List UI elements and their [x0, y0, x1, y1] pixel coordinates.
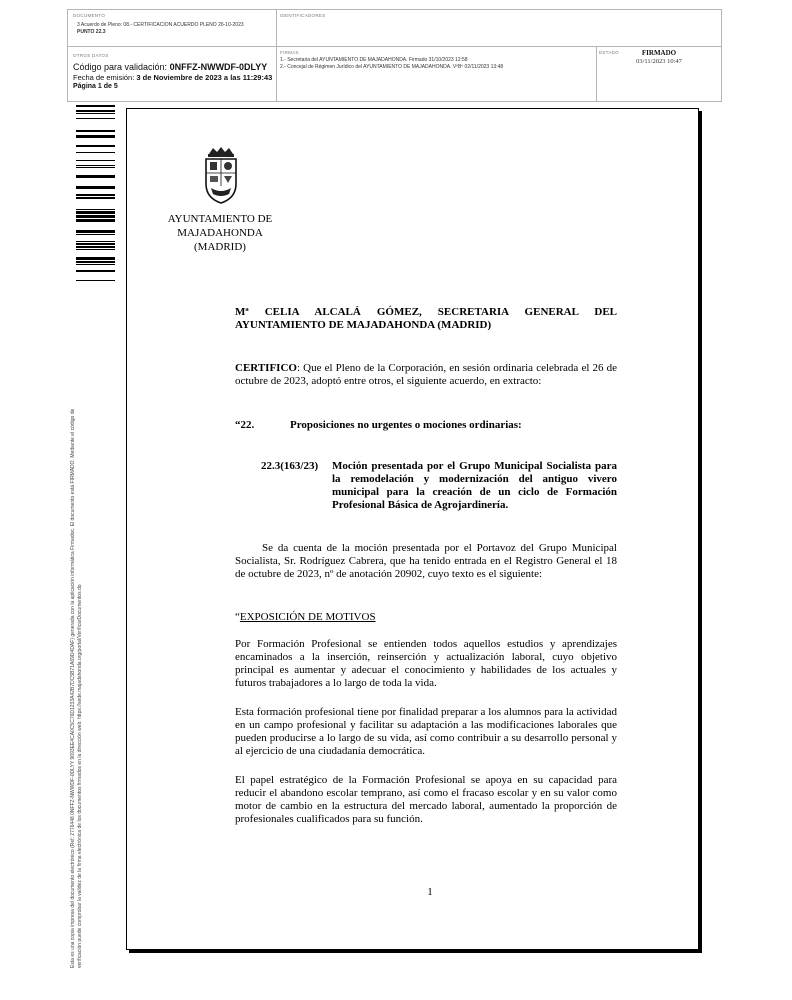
issue-date-label: Fecha de emisión: — [73, 73, 135, 82]
firmas-caption: FIRMAS — [280, 50, 299, 55]
paragraph-2: Esta formación profesional tiene por finalidad preparar a los alumnos para la actividad en un campo profesional y facilitar su adaptación a las modificaciones laborales que pueden producirse a lo largo de su vida, así como contribuir a su desarrollo personal y al ejercicio de una ciudadanía democrática. — [235, 706, 617, 757]
issue-date — [73, 73, 272, 82]
barcode-bar — [76, 105, 115, 107]
barcode-bar — [76, 215, 115, 218]
letterhead-line3: (MADRID) — [194, 241, 246, 253]
validation-code-label: Código para validación: — [73, 62, 168, 72]
barcode-bar — [76, 230, 115, 233]
documento-line2: PUNTO 22.3 — [77, 29, 106, 35]
certifico-text: : Que el Pleno de la Corporación, en sesión ordinaria celebrada el 26 de octubre de 2023, adoptó entre otros, el siguiente acuerdo, en extracto: — [235, 362, 617, 387]
side-note-line1: Esta es una copia impresa del documento electrónico (Ref: 2776448 0NFFZ-NWWDF-0DLYY 9693EE4CA0C5C76D1233A42B7DC5B71A69D4DAF) generada con la aplicación informática Firmadoc. El documento está FIRMADO. Mediante el código de — [70, 408, 76, 968]
intro-paragraph: Se da cuenta de la moción presentada por el Portavoz del Grupo Municipal Socialista, Sr. Rodríguez Cabrera, que ha tenido entrada en el Registro General el 18 de octubre de 2023, nº de anotación 20902, cuyo texto es el siguiente: — [235, 542, 617, 580]
expo-title: EXPOSICIÓN DE MOTIVOS — [239, 611, 376, 623]
letterhead-line2: MAJADAHONDA — [177, 227, 263, 239]
otros-datos-caption: OTROS DATOS — [73, 53, 109, 58]
signer-heading: Mª CELIA ALCALÁ GÓMEZ, SECRETARIA GENERAL DEL AYUNTAMIENTO DE MAJADAHONDA (MADRID) — [235, 306, 617, 331]
barcode-bar — [76, 160, 115, 161]
header-divider — [68, 46, 721, 47]
side-note-line2: verificación puede comprobar la validez de la firma electrónica de los documentos firmados en la dirección web: https://sede.majadahonda.org/portal/VerificarDocumentos.do — [77, 584, 83, 968]
barcode-bar — [76, 118, 115, 119]
paragraph-3: El papel estratégico de la Formación Profesional se apoya en su capacidad para reducir el abandono escolar temprano, así como el fracaso escolar y en su valor como motor de cambio en la estructura del mercado laboral, aumentado la proporción de profesionales cualificados para su función. — [235, 774, 617, 825]
item-22-number: “22. — [235, 419, 255, 431]
barcode-bar — [76, 145, 115, 147]
firma-1: 1.- Secretaria del AYUNTAMIENTO DE MAJADAHONDA. Firmado 31/10/2023 12:58 — [280, 57, 468, 63]
validation-code-value: 0NFFZ-NWWDF-0DLYY — [169, 62, 268, 72]
documento-line1: 3 Acuerdo de Pleno: 08.- CERTIFICACION ACUERDO PLENO 26-10-2023 — [77, 22, 244, 28]
barcode-bar — [76, 211, 115, 214]
barcode-bar — [76, 219, 115, 222]
estado-value: FIRMADO — [641, 49, 677, 57]
barcode-bar — [76, 175, 115, 178]
page-count: Página 1 de 5 — [73, 83, 118, 90]
item-22-3-number: 22.3(163/23) — [261, 460, 319, 472]
barcode-bar — [76, 113, 115, 114]
validation-code — [73, 62, 267, 72]
barcode-bar — [76, 243, 115, 245]
letterhead-line1: AYUNTAMIENTO DE — [167, 213, 273, 225]
barcode-bar — [76, 249, 115, 250]
verification-side-note — [70, 298, 84, 968]
barcode-bar — [76, 209, 115, 210]
municipality-letterhead — [160, 212, 280, 254]
barcode-bar — [76, 241, 115, 242]
barcode-bar — [76, 257, 115, 260]
barcode-image — [76, 105, 115, 282]
barcode-bar — [76, 130, 115, 132]
barcode-bar — [76, 261, 115, 263]
barcode-bar — [76, 264, 115, 265]
header-column-divider — [276, 10, 277, 101]
documento-caption: DOCUMENTO — [73, 13, 106, 18]
paragraph-1: Por Formación Profesional se entienden todos aquellos estudios y aprendizajes encaminados a la inserción, reinserción y actualización laboral, cuyo objetivo principal es aumentar y adecuar el conocimiento y habilidades de los actuales y futuros trabajadores a lo largo de toda la vida. — [235, 638, 617, 689]
barcode-bar — [76, 152, 115, 153]
certifico-label: CERTIFICO — [235, 362, 297, 374]
firma-2: 2.- Concejal de Régimen Jurídico del AYUNTAMIENTO DE MAJADAHONDA. VºBº 02/11/2023 13:48 — [280, 64, 504, 70]
item-22-3-title: Moción presentada por el Grupo Municipal Socialista para la remodelación y modernización del antiguo vivero municipal para la creación de un ciclo de Formación Profesional Básica de Agrojardinería. — [332, 460, 617, 511]
barcode-bar — [76, 246, 115, 248]
identificadores-caption: IDENTIFICADORES — [280, 13, 326, 18]
estado-date: 03/11/2023 10:47 — [636, 58, 682, 65]
barcode-bar — [76, 135, 115, 138]
issue-date-value: 3 de Noviembre de 2023 a las 11:29:43 — [136, 73, 273, 82]
barcode-bar — [76, 165, 115, 166]
header-column-divider — [596, 47, 597, 101]
exposicion-heading — [235, 611, 376, 623]
expo-quote: “ — [235, 611, 240, 623]
barcode-bar — [76, 194, 115, 196]
barcode-bar — [76, 110, 115, 112]
barcode-bar — [76, 270, 115, 272]
barcode-bar — [76, 280, 115, 281]
certifico-paragraph — [235, 362, 617, 388]
coat-of-arms-logo — [201, 146, 241, 204]
barcode-bar — [76, 197, 115, 199]
item-22-title: Proposiciones no urgentes o mociones ordinarias: — [290, 419, 522, 431]
barcode-bar — [76, 186, 115, 189]
estado-caption: ESTADO — [599, 50, 619, 55]
barcode-bar — [76, 167, 115, 168]
page-number: 1 — [427, 886, 433, 898]
barcode-bar — [76, 234, 115, 235]
